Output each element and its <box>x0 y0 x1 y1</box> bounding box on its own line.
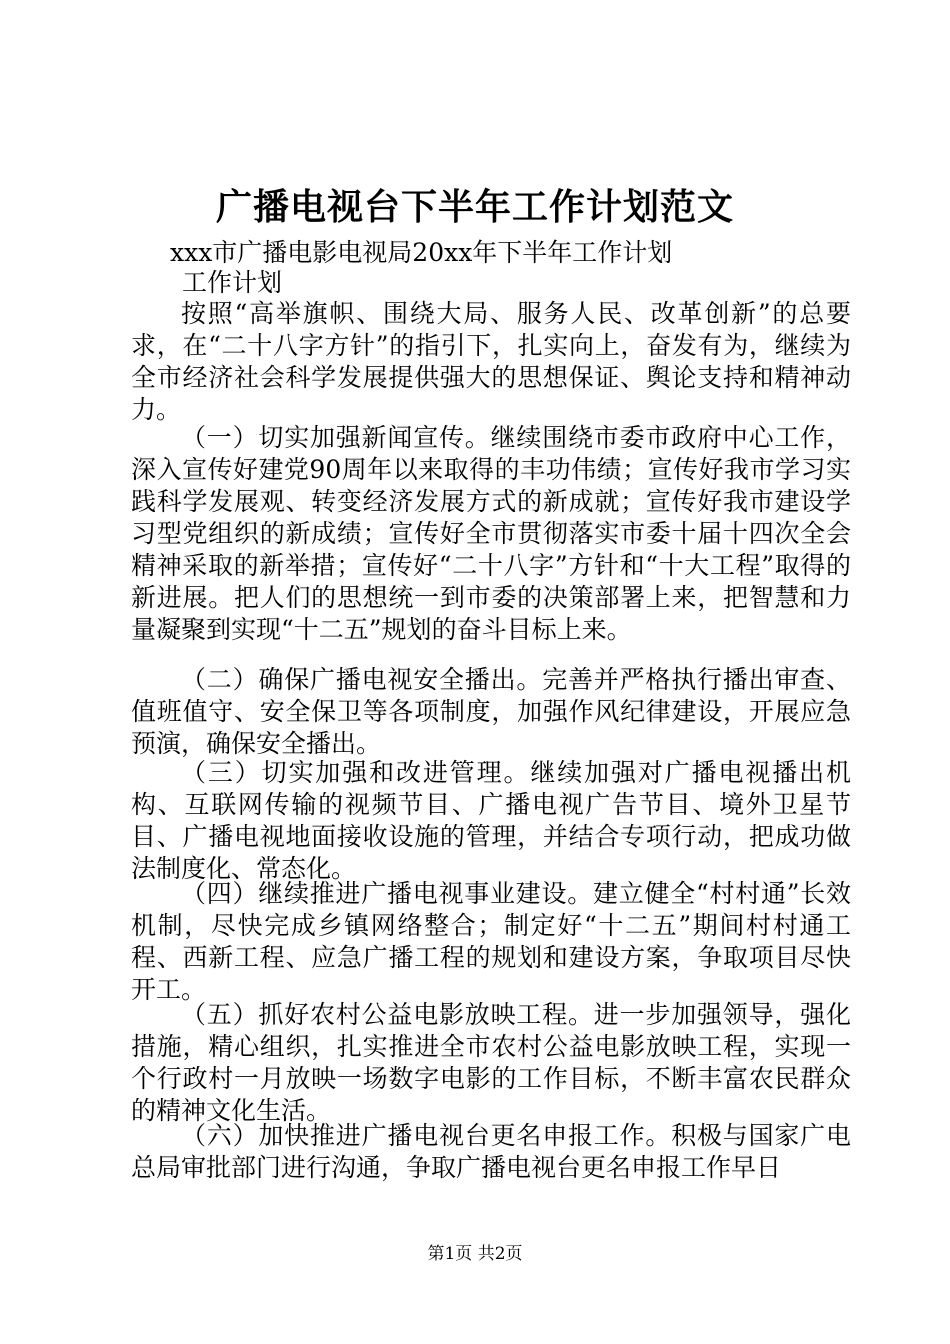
paragraph-5: （五）抓好农村公益电影放映工程。进一步加强领导，强化措施，精心组织，扎实推进全市农村公益电影放映工程，实现一个行政村一月放映一场数字电影的工作目标，不断丰富农民群众的精神文化生活。 <box>131 1000 851 1125</box>
paragraph-intro: 按照“高举旗帜、围绕大局、服务人民、改革创新”的总要求，在“二十八字方针”的指引下，扎实向上，奋发有为，继续为全市经济社会科学发展提供强大的思想保证、舆论支持和精神动力。 <box>131 299 851 424</box>
document-subtitle: xxx市广播电影电视局20xx年下半年工作计划 <box>170 238 673 267</box>
section-label: 工作计划 <box>182 268 283 297</box>
paragraph-1: （一）切实加强新闻宣传。继续围绕市委市政府中心工作，深入宣传好建党90周年以来取得的丰功伟绩；宣传好我市学习实践科学发展观、转变经济发展方式的新成就；宣传好我市建设学习型党组织的新成绩；宣传好全市贯彻落实市委十届十四次全会精神采取的新举措；宣传好“二十八字”方针和“十大工程”取得的新进展。把人们的思想统一到市委的决策部署上来，把智慧和力量凝聚到实现“十二五”规划的奋斗目标上来。 <box>131 423 851 644</box>
paragraph-2: （二）确保广播电视安全播出。完善并严格执行播出审查、值班值守、安全保卫等各项制度，加强作风纪律建设，开展应急预演，确保安全播出。 <box>131 665 851 758</box>
paragraph-4: （四）继续推进广播电视事业建设。建立健全“村村通”长效机制，尽快完成乡镇网络整合；制定好“十二五”期间村村通工程、西新工程、应急广播工程的规划和建设方案，争取项目尽快开工。 <box>131 879 851 1004</box>
paragraph-3: （三）切实加强和改进管理。继续加强对广播电视播出机构、互联网传输的视频节目、广播电视广告节目、境外卫星节目、广播电视地面接收设施的管理，并结合专项行动，把成功做法制度化、常态化。 <box>131 758 851 883</box>
paragraph-6: （六）加快推进广播电视台更名申报工作。积极与国家广电总局审批部门进行沟通，争取广播电视台更名申报工作早日 <box>131 1121 851 1182</box>
page-footer: 第1页 共2页 <box>427 1244 523 1264</box>
document-title: 广播电视台下半年工作计划范文 <box>215 186 734 228</box>
